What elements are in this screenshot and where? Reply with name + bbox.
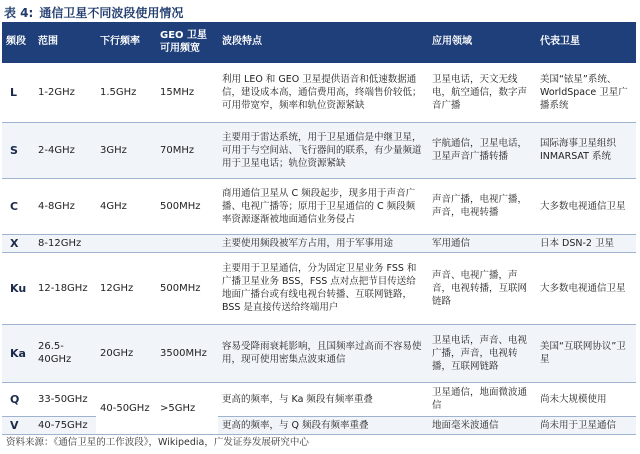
bandwidth-cell: 500MHz (156, 178, 218, 234)
features-cell: 主要使用频段被军方占用，用于军事用途 (218, 234, 428, 252)
range-cell: 2-4GHz (34, 122, 96, 178)
source-note: 资料来源：《通信卫星的工作波段》，Wikipedia，广发证券发展研究中心 (6, 437, 309, 448)
range-cell: 8-12GHz (34, 234, 96, 252)
representative-cell: 美国“铱星”系统、WorldSpace 卫星广播系统 (536, 62, 636, 122)
range-cell: 26.5-40GHz (34, 324, 96, 382)
representative-cell: 大多数电视通信卫星 (536, 178, 636, 234)
application-cell: 卫星通信，地面微波通信 (428, 382, 536, 416)
table-caption (4, 4, 183, 22)
table-number: 表 4: (4, 6, 34, 20)
band-cell: S (2, 122, 34, 178)
table-row (2, 122, 636, 178)
header-geo-bandwidth: GEO 卫星可用频宽 (156, 22, 218, 62)
table-row (2, 324, 636, 382)
downlink-cell: 40-50GHz (96, 382, 156, 434)
table-row (2, 178, 636, 234)
representative-cell: 尚未用于卫星通信 (536, 416, 636, 434)
header-application: 应用领域 (428, 22, 536, 62)
features-cell: 更高的频率，与 Ka 频段有频率重叠 (218, 382, 428, 416)
band-cell: L (2, 62, 34, 122)
table-row (2, 382, 636, 416)
representative-cell: 国际海事卫星组织 INMARSAT 系统 (536, 122, 636, 178)
application-cell: 宇航通信，卫星电话，卫星声音广播转播 (428, 122, 536, 178)
downlink-cell: 4GHz (96, 178, 156, 234)
application-cell: 地面毫米波通信 (428, 416, 536, 434)
features-cell: 主要用于卫星通信，分为固定卫星业务 FSS 和广播卫星业务 BSS，FSS 点对点把节目传送给地面广播台或有线电视台转播、互联网链路，BSS 是直接传送给终端用户 (218, 252, 428, 324)
table-row (2, 234, 636, 252)
representative-cell: 大多数电视通信卫星 (536, 252, 636, 324)
band-cell: C (2, 178, 34, 234)
header-downlink: 下行频率 (96, 22, 156, 62)
application-cell: 卫星电话，天文无线电，航空通信，数字声音广播 (428, 62, 536, 122)
band-cell: Q (2, 382, 34, 416)
satellite-band-table (2, 22, 636, 435)
range-cell: 40-75GHz (34, 416, 96, 434)
band-cell: V (2, 416, 34, 434)
bandwidth-cell: 3500MHz (156, 324, 218, 382)
table-row (2, 252, 636, 324)
features-cell: 主要用于雷达系统，用于卫星通信是中继卫星，可用于与空间站、飞行器间的联系，有少量频道用于卫星电话；轨位资源紧缺 (218, 122, 428, 178)
range-cell: 1-2GHz (34, 62, 96, 122)
representative-cell: 日本 DSN-2 卫星 (536, 234, 636, 252)
table-header-row (2, 22, 636, 62)
application-cell: 军用通信 (428, 234, 536, 252)
representative-cell: 尚未大规模使用 (536, 382, 636, 416)
table-title: 通信卫星不同波段使用情况 (39, 6, 184, 20)
band-cell: X (2, 234, 34, 252)
features-cell: 商用通信卫星从 C 频段起步，现多用于声音广播、电视广播等；原用于卫星通信的 C 频段频率资源逐渐被地面通信业务侵占 (218, 178, 428, 234)
range-cell: 12-18GHz (34, 252, 96, 324)
downlink-cell: 3GHz (96, 122, 156, 178)
bandwidth-cell: 500MHz (156, 252, 218, 324)
header-range: 范围 (34, 22, 96, 62)
representative-cell: 美国“互联网协议”卫星 (536, 324, 636, 382)
band-cell: Ku (2, 252, 34, 324)
application-cell: 声音广播，电视广播，声音，电视转播 (428, 178, 536, 234)
bandwidth-cell: 15MHz (156, 62, 218, 122)
bandwidth-cell (156, 234, 218, 252)
downlink-cell: 12GHz (96, 252, 156, 324)
range-cell: 4-8GHz (34, 178, 96, 234)
table-row (2, 62, 636, 122)
features-cell: 更高的频率，与 Q 频段有频率重叠 (218, 416, 428, 434)
header-features: 波段特点 (218, 22, 428, 62)
bandwidth-cell: >5GHz (156, 382, 218, 434)
application-cell: 声音、电视广播，声音，电视转播，互联网链路 (428, 252, 536, 324)
features-cell: 利用 LEO 和 GEO 卫星提供语音和低速数据通信，建设成本高，通信费用高，终端售价较低；可用带宽窄，频率和轨位资源紧缺 (218, 62, 428, 122)
downlink-cell (96, 234, 156, 252)
application-cell: 卫星电话，声音、电视广播，声音，电视转播，互联网链路 (428, 324, 536, 382)
header-representative: 代表卫星 (536, 22, 636, 62)
downlink-cell: 20GHz (96, 324, 156, 382)
range-cell: 33-50GHz (34, 382, 96, 416)
features-cell: 容易受降雨衰耗影响，且国频率过高而不容易使用，现可使用密集点波束通信 (218, 324, 428, 382)
bandwidth-cell: 70MHz (156, 122, 218, 178)
downlink-cell: 1.5GHz (96, 62, 156, 122)
band-cell: Ka (2, 324, 34, 382)
header-band: 频段 (2, 22, 34, 62)
